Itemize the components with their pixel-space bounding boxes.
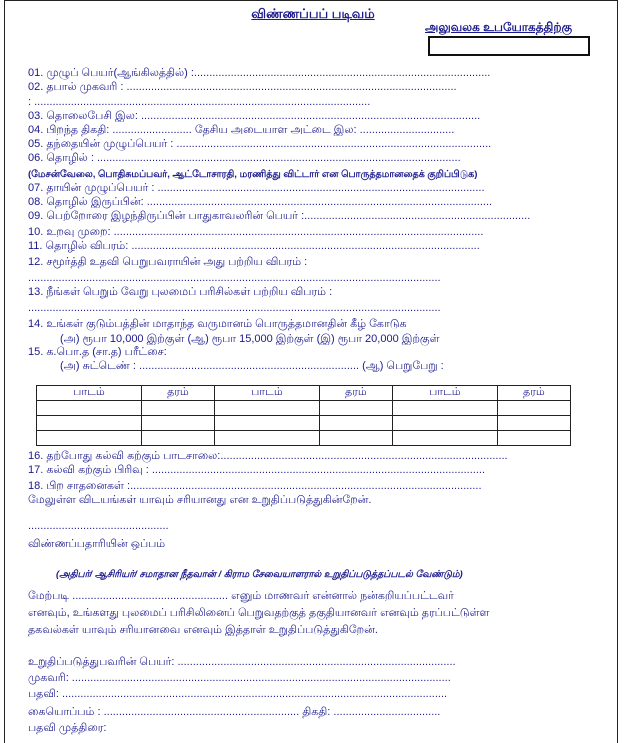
form-line-32: உறுதிப்படுத்துபவரின் பெயர்: ........................................................................................... — [28, 656, 456, 668]
form-line-25: மேலுள்ள விடயங்கள் யாவும் சரியானது என உறுதிப்படுத்துகின்றேன். — [28, 494, 372, 506]
table-cell[interactable] — [319, 401, 392, 416]
table-cell[interactable] — [141, 416, 214, 431]
form-line-10: 08. தொழில் இருப்பின்: ................................................................................................................. — [28, 196, 493, 208]
form-line-21: (அ) சுட்டெண் : ........................................................................ (ஆ) பெறுபேறு : — [60, 360, 444, 372]
table-cell[interactable] — [214, 416, 319, 431]
table-cell[interactable] — [141, 401, 214, 416]
table-cell[interactable] — [497, 416, 570, 431]
office-use-box[interactable] — [428, 36, 590, 56]
form-line-14: 12. சமூர்த்தி உதவி பெறுபவராயின் அது பற்றிய விபரம் : — [28, 256, 308, 268]
form-line-15: ....................................................................................................................................... — [28, 272, 441, 284]
table-cell[interactable] — [214, 431, 319, 446]
table-header: தரம் — [319, 386, 392, 401]
form-line-27: விண்ணப்பதாரியின் ஒப்பம் — [28, 538, 166, 550]
form-line-4: 03. தொலைபேசி இல: ............................................................................................................... — [28, 110, 481, 122]
form-line-19: (அ) ரூபா 10,000 இற்குள் (ஆ) ரூபா 15,000 இற்குள் (இ) ரூபா 20,000 இற்குள் — [60, 333, 440, 345]
form-line-34: பதவி: .............................................................................................................................. — [28, 688, 448, 700]
form-line-23: 17. கல்வி கற்கும் பிரிவு : ............................................................................................................. — [28, 464, 485, 476]
form-line-18: 14. உங்கள் குடும்பத்தின் மாதாந்த வருமானம் பொருத்தமானதின் கீழ் கோடுக — [28, 318, 407, 330]
table-row — [37, 431, 571, 446]
form-line-36: பதவி முத்திரை: — [28, 722, 107, 734]
table-row — [37, 416, 571, 431]
table-header: பாடம் — [392, 386, 497, 401]
table-row — [37, 401, 571, 416]
table-cell[interactable] — [319, 416, 392, 431]
form-line-31: தகவல்கள் யாவும் சரியானவை எனவும் இத்தாள் உறுதிப்படுத்துகிறேன். — [28, 624, 378, 636]
form-line-20: 15. க.பொ.த (சா.த) பரீட்சை: — [28, 346, 167, 358]
form-line-9: 07. தாயின் முழுப்பெயர் : ........................................................................................................... — [28, 182, 485, 194]
form-line-17: ....................................................................................................................................... — [28, 302, 441, 314]
form-line-29: மேற்படி ................................................... எனும் மாணவர் என்னால் நன்கறியப்பட்டவர் — [28, 590, 454, 602]
table-header: பாடம் — [214, 386, 319, 401]
form-line-5: 04. பிறந்த திகதி: .......................... தேசிய அடையாள அட்டை இல: ............................... — [28, 124, 455, 136]
form-line-28: (அதிபர்/ ஆசிரியர்/ சமாதான நீதவான் / கிராம சேவையாளரால் உறுதிப்படுத்தப்படல் வேண்டும்) — [56, 569, 463, 580]
form-line-16: 13. நீங்கள் பெறும் வேறு புலமைப் பரிசில்கள் பற்றிய விபரம் : — [28, 286, 333, 298]
form-line-13: 11. தொழில் விபரம்: .................................................................................................................. — [28, 240, 480, 252]
table-cell[interactable] — [214, 401, 319, 416]
table-header: தரம் — [141, 386, 214, 401]
form-line-35: கையொப்பம் : ................................................................ திகதி: ................................... — [28, 706, 441, 718]
form-line-6: 05. தந்தையின் முழுப்பெயர் : ....................................................................................................... — [28, 138, 492, 150]
form-line-3: : .............................................................................................................. — [28, 96, 371, 108]
table-header: பாடம் — [37, 386, 142, 401]
form-line-22: 16. தற்போது கல்வி கற்கும் பாடசாலை:.............................................................................................. — [28, 450, 508, 462]
exam-results-table — [36, 385, 571, 446]
table-cell[interactable] — [392, 401, 497, 416]
office-use-label: அலுவலக உபயோகத்திற்கு — [425, 20, 573, 34]
form-line-30: எனவும், உங்களது புலமைப் பரிசிலினைப் பெறுவதற்குத் தகுதியானவர் எனவும் தரப்பட்டுள்ள — [28, 607, 490, 619]
table-cell[interactable] — [497, 401, 570, 416]
table-cell[interactable] — [392, 416, 497, 431]
form-line-8: (மேசன்வேலை, பொதிசுமப்பவர், ஆட்டோசாரதி, மரணித்து விட்டார் என பொருத்தமானதைக் குறிப்பிடுக) — [28, 169, 478, 180]
form-line-11: 09. பெற்றோரை இழந்திருப்பின் பாதுகாவலரின் பெயர் :.......................................................................... — [28, 210, 531, 222]
table-cell[interactable] — [319, 431, 392, 446]
form-line-24: 18. பிற சாதனைகள் :................................................................................................................... — [28, 480, 482, 492]
table-cell[interactable] — [37, 401, 142, 416]
form-line-26: .............................................. — [28, 520, 169, 532]
form-line-12: 10. உறவு முறை: ......................................................................................................................... — [28, 226, 484, 238]
form-line-2: 02. தபால் முகவரி : ............................................................................................................ — [28, 81, 457, 93]
table-header: தரம் — [497, 386, 570, 401]
table-cell[interactable] — [37, 431, 142, 446]
table-cell[interactable] — [392, 431, 497, 446]
table-cell[interactable] — [141, 431, 214, 446]
table-cell[interactable] — [497, 431, 570, 446]
table-cell[interactable] — [37, 416, 142, 431]
form-line-33: முகவரி: ............................................................................................................................ — [28, 672, 451, 684]
form-line-1: 01. முழுப் பெயர்(ஆங்கிலத்தில்) :................................................................................................. — [28, 67, 491, 79]
form-title: விண்ணப்பப் படிவம் — [251, 6, 375, 21]
form-line-7: 06. தொழில் : ....................................................................................................................... — [28, 152, 461, 164]
